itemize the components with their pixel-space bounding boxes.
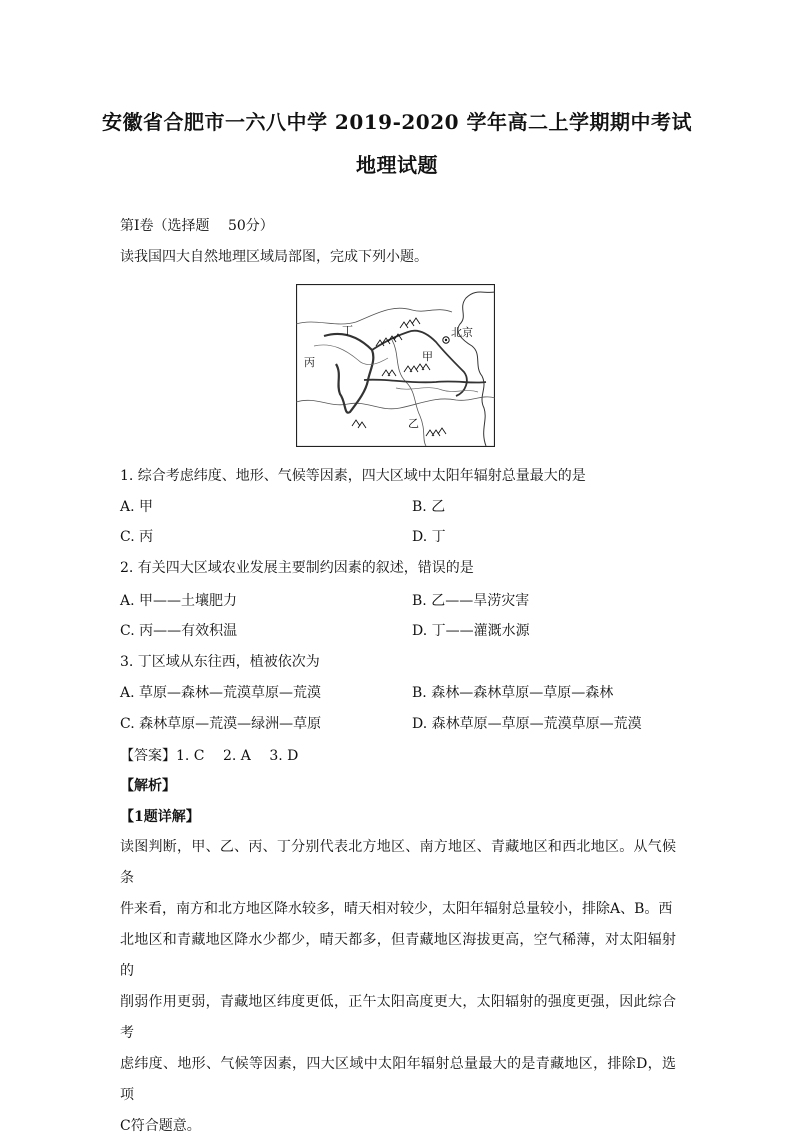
region-map-svg — [296, 284, 495, 447]
q2-option-b: B. 乙——旱涝灾害 — [412, 593, 530, 609]
q1-option-c: C. 丙 — [120, 529, 154, 545]
question-1-stem: 1. 综合考虑纬度、地形、气候等因素，四大区域中太阳年辐射总量最大的是 — [120, 468, 586, 484]
question-2-stem: 2. 有关四大区域农业发展主要制约因素的叙述，错误的是 — [120, 560, 474, 576]
map-label-bing: 丙 — [304, 356, 315, 369]
detail-line: 北地区和青藏地区降水少都少，晴天都多，但青藏地区海拔更高，空气稀薄，对太阳辐射的 — [120, 932, 676, 979]
page-subtitle: 地理试题 — [356, 153, 438, 177]
q2-option-c: C. 丙——有效积温 — [120, 623, 238, 639]
analysis-label: 【解析】 — [120, 778, 176, 794]
question-3-stem: 3. 丁区域从东往西，植被依次为 — [120, 654, 320, 670]
q2-option-d: D. 丁——灌溉水源 — [412, 623, 530, 639]
detail-line: 削弱作用更弱，青藏地区纬度更低，正午太阳高度更大，太阳辐射的强度更强，因此综合考 — [120, 994, 676, 1041]
map-label-ding: 丁 — [342, 324, 353, 337]
q3-option-a: A. 草原—森林—荒漠草原—荒漠 — [120, 685, 322, 701]
q1-option-d: D. 丁 — [412, 529, 446, 545]
map-label-yi: 乙 — [408, 417, 419, 430]
detail-line: 读图判断，甲、乙、丙、丁分别代表北方地区、南方地区、青藏地区和西北地区。从气候条 — [120, 839, 676, 886]
region-map — [296, 284, 495, 447]
detail-line: 件来看，南方和北方地区降水较多，晴天相对较少，太阳年辐射总量较小，排除A、B。西 — [120, 901, 673, 917]
q3-option-c: C. 森林草原—荒漠—绿洲—草原 — [120, 716, 322, 732]
q2-option-a: A. 甲——土壤肥力 — [120, 593, 238, 609]
detail-label: 【1题详解】 — [120, 809, 200, 825]
q3-option-b: B. 森林—森林草原—草原—森林 — [412, 685, 614, 701]
intro-text: 读我国四大自然地理区域局部图，完成下列小题。 — [120, 249, 428, 265]
q3-option-d: D. 森林草原—草原—荒漠草原—荒漠 — [412, 716, 642, 732]
map-label-beijing: 北京 — [451, 326, 473, 339]
answer-line: 【答案】1. C 2. A 3. D — [120, 748, 299, 764]
detail-paragraph — [120, 832, 676, 1142]
detail-line: C符合题意。 — [120, 1118, 201, 1134]
map-label-jia: 甲 — [422, 350, 433, 363]
detail-line: 虑纬度、地形、气候等因素，四大区域中太阳年辐射总量最大的是青藏地区，排除D，选项 — [120, 1056, 676, 1103]
q1-option-a: A. 甲 — [120, 499, 154, 515]
section-heading: 第Ⅰ卷（选择题 50分） — [120, 218, 274, 234]
page-title: 安徽省合肥市一六八中学 2019-2020 学年高二上学期期中考试 — [101, 110, 693, 134]
q1-option-b: B. 乙 — [412, 499, 446, 515]
